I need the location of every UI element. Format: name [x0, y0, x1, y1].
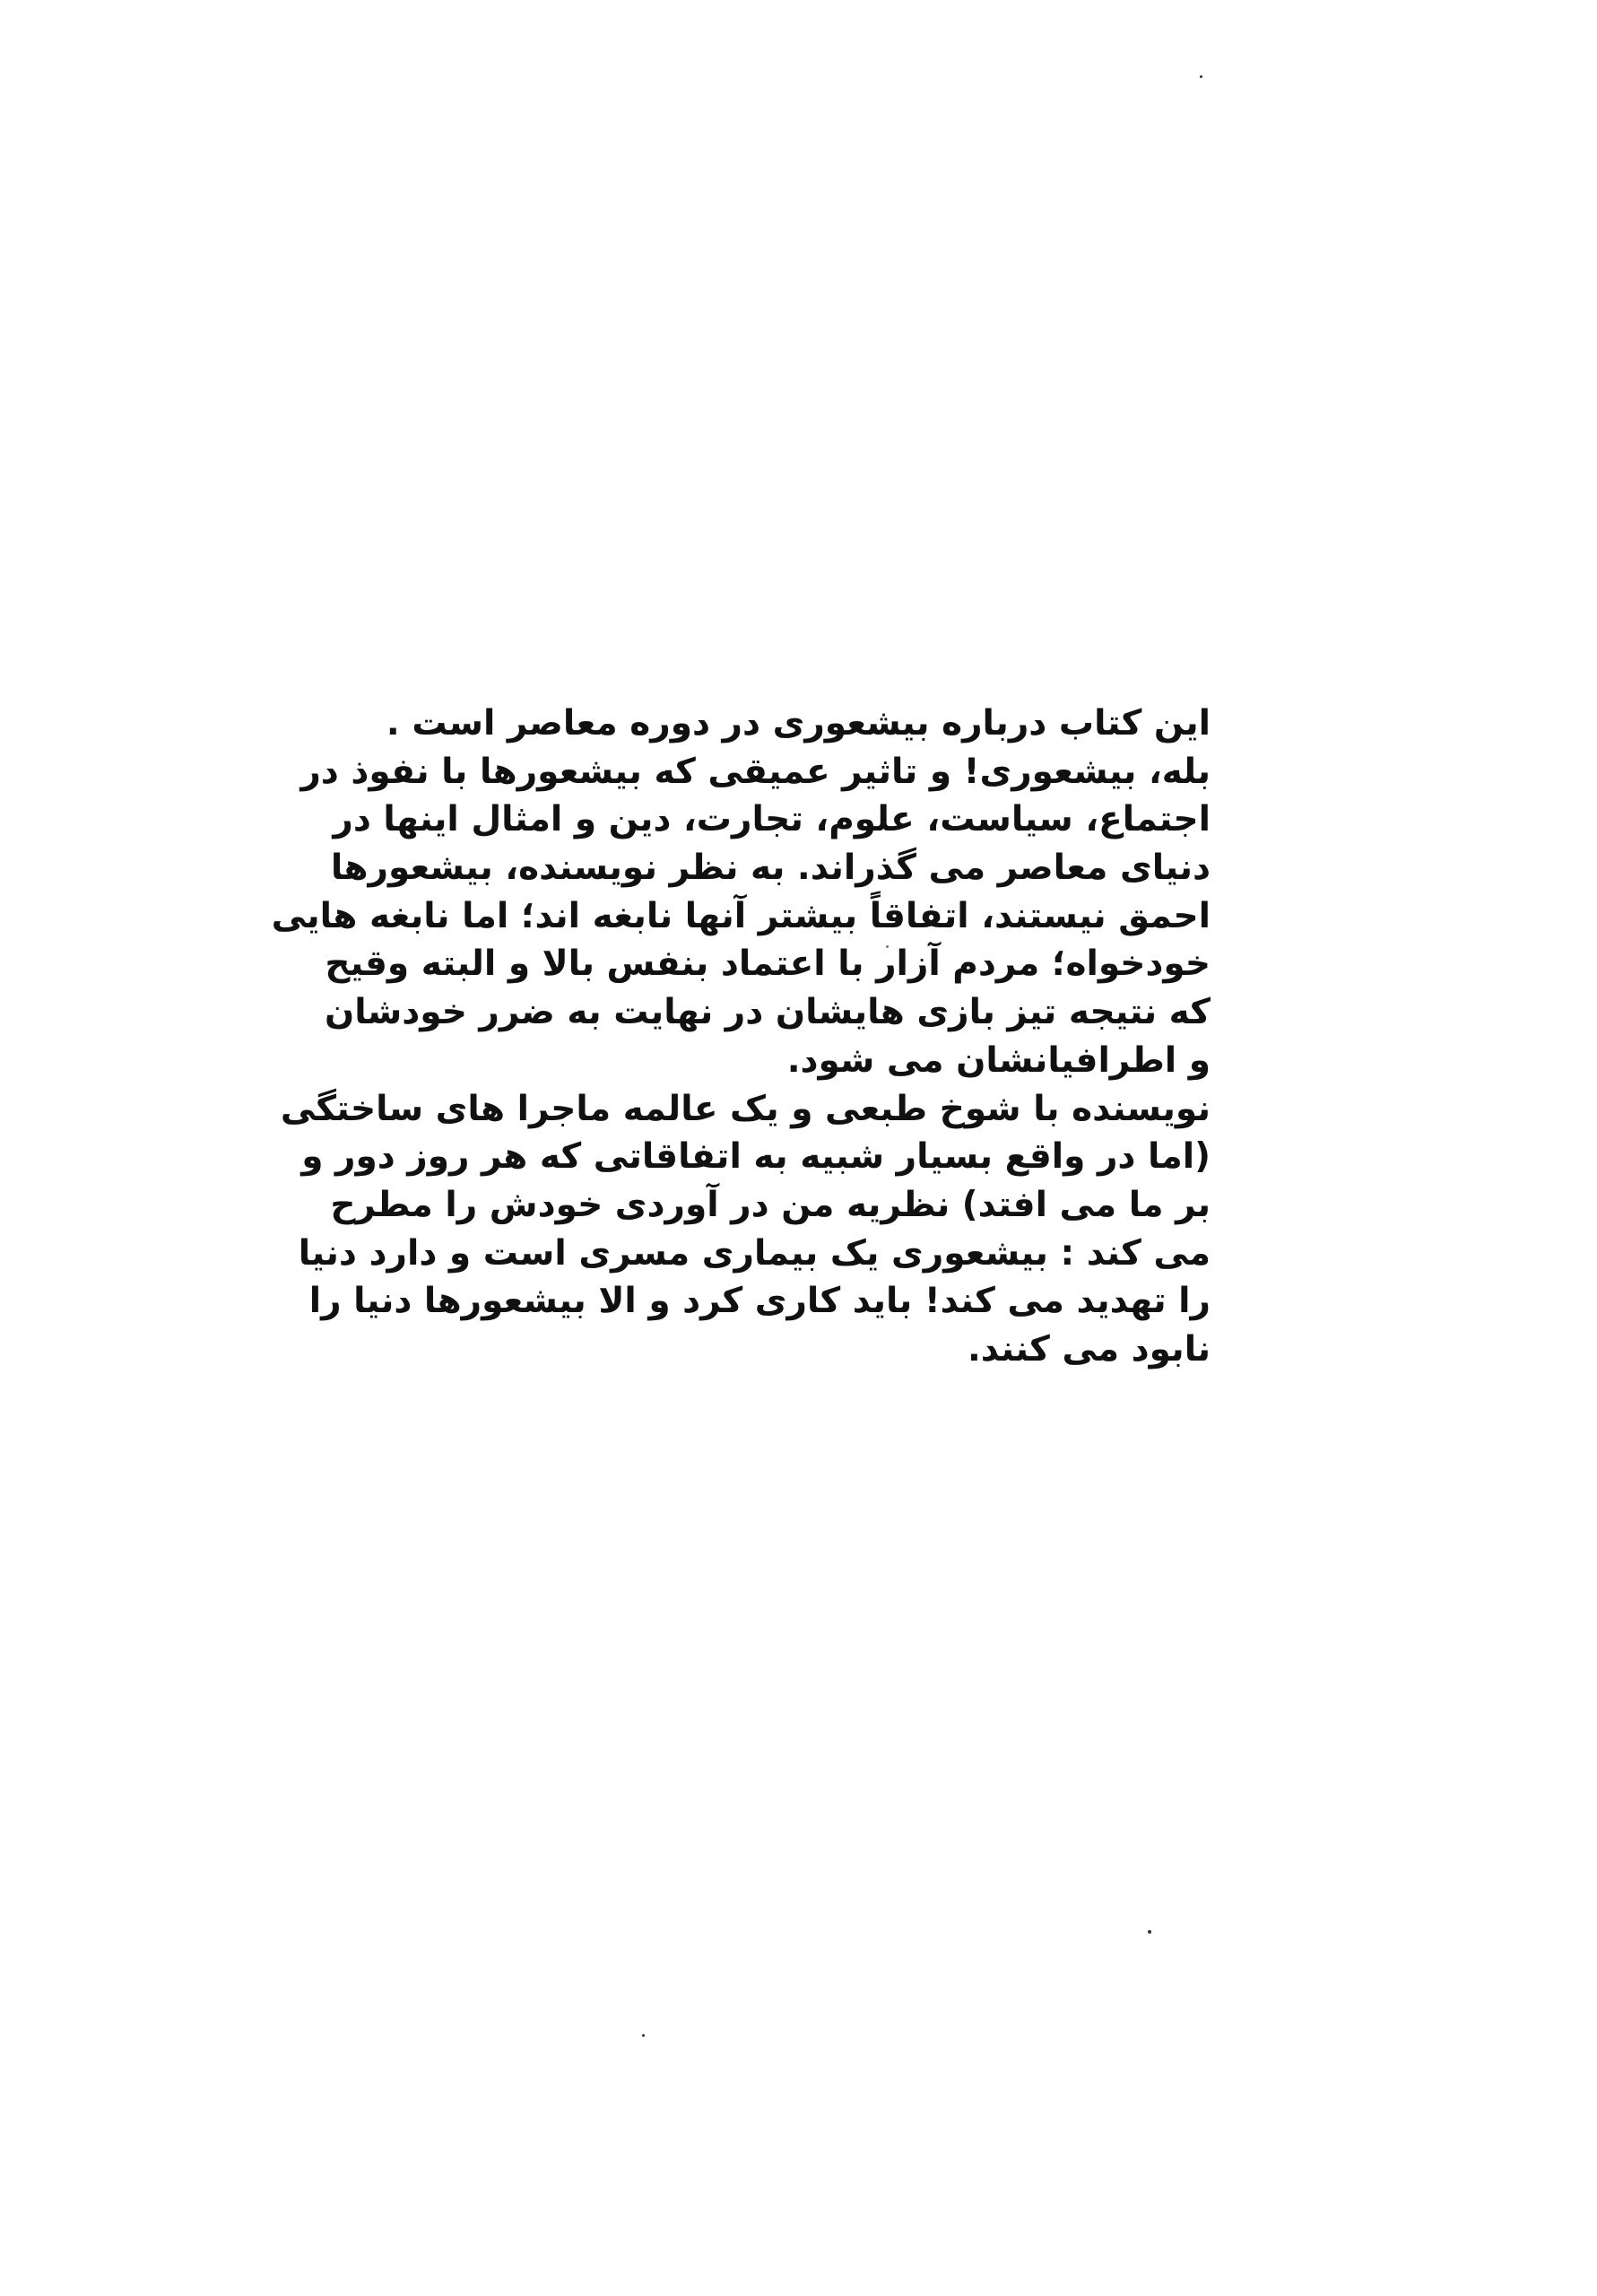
text-line: احمق نیستند، اتفاقاً بیشتر آنها نابغه اند؛ اما نابغه هایی	[271, 895, 1211, 936]
text-line: نویسنده با شوخ طبعی و یک عالمه ماجرا های ساختگی	[280, 1088, 1211, 1129]
text-line: بر ما می افتد) نظریه من در آوردی خودش را مطرح	[330, 1184, 1211, 1225]
text-line: دنیای معاصر می گذراند. به نظر نویسنده، بیشعورها	[330, 848, 1211, 889]
page-speck	[1200, 75, 1202, 78]
text-line: بله، بیشعوری! و تاثیر عمیقی که بیشعورها با نفوذ در	[300, 751, 1211, 792]
body-text	[269, 700, 1211, 1374]
text-line: را تهدید می کند! باید کاری کرد و الا بیشعورها دنیا را	[308, 1281, 1211, 1322]
text-line: (اما در واقع بسیار شبیه به اتفاقاتی که هر روز دور و	[301, 1136, 1211, 1178]
page-speck	[1148, 1930, 1151, 1934]
text-line: نابود می کنند.	[967, 1328, 1211, 1370]
text-line: خودخواه؛ مردم آزار با اعتماد بنفس بالا و البته وقیح	[325, 944, 1211, 985]
text-line: می کند : بیشعوری یک بیماری مسری است و دارد دنیا	[298, 1232, 1211, 1274]
text-line: اجتماع، سیاست، علوم، تجارت، دین و امثال اینها در	[333, 799, 1211, 840]
text-line: این کتاب درباره بیشعوری در دوره معاصر است .	[386, 703, 1211, 744]
text-line: که نتیجه تیز بازی هایشان در نهایت به ضرر خودشان	[324, 992, 1211, 1033]
text-line: و اطرافیانشان می شود.	[786, 1039, 1211, 1081]
page-speck	[642, 2034, 645, 2037]
